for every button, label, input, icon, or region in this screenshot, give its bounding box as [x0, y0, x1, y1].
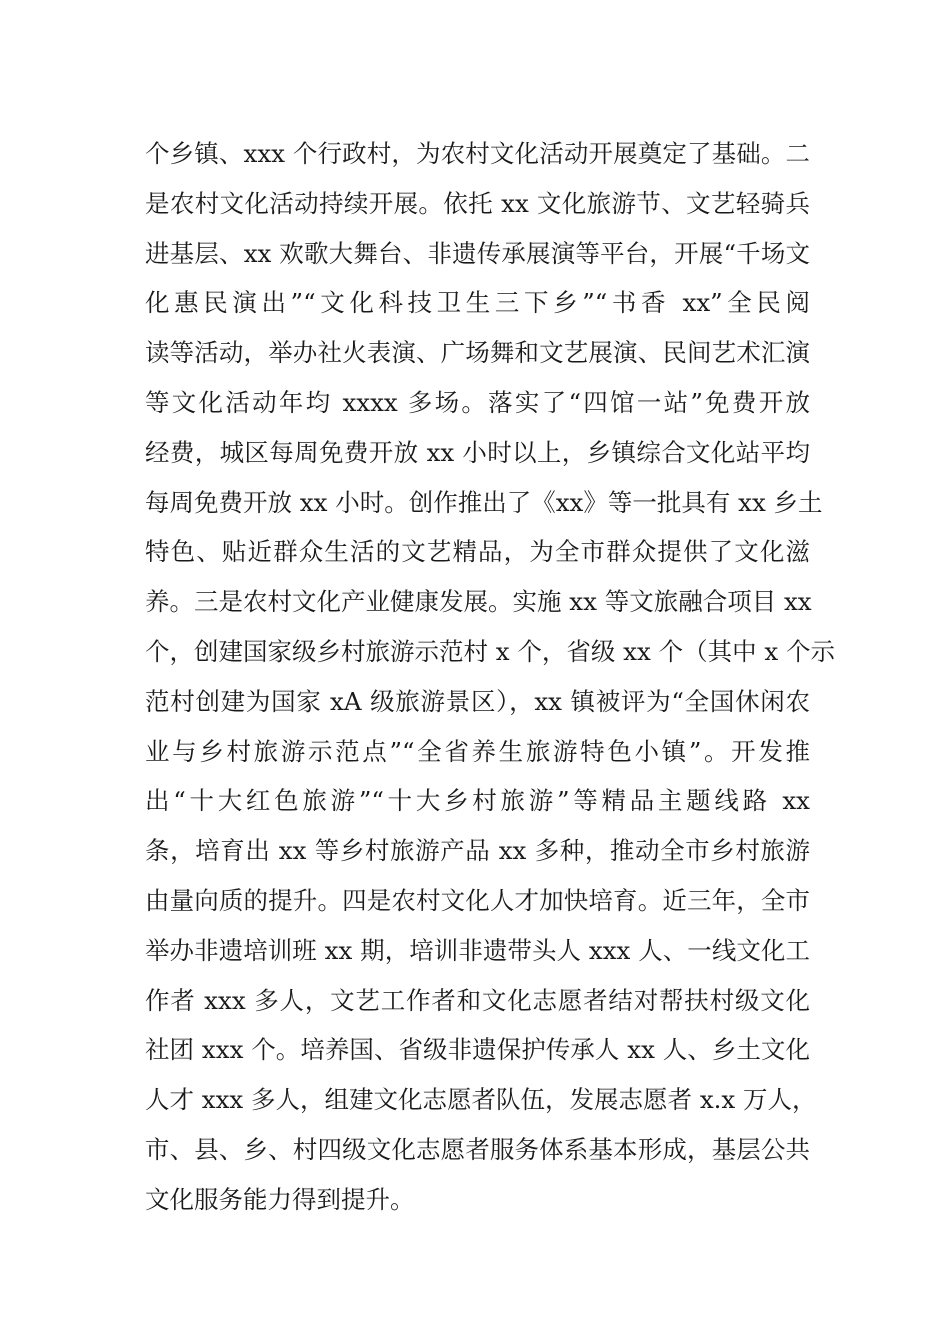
text-line: 读等活动，举办社火表演、广场舞和文艺展演、民间艺术汇演 [145, 338, 810, 368]
body-paragraph [145, 129, 835, 1225]
text-line: 特色、贴近群众生活的文艺精品，为全市群众提供了文化滋 [145, 537, 810, 567]
text-line: 出“十大红色旅游”“十大乡村旅游”等精品主题线路 xx [145, 786, 810, 816]
text-line: 业与乡村旅游示范点”“全省养生旅游特色小镇”。开发推 [145, 736, 810, 766]
text-line: 等文化活动年均 xxxx 多场。落实了“四馆一站”免费开放 [145, 387, 810, 417]
text-line: 个，创建国家级乡村旅游示范村 x 个，省级 xx 个（其中 x 个示 [145, 636, 835, 666]
text-line: 个乡镇、xxx 个行政村，为农村文化活动开展奠定了基础。二 [145, 139, 810, 168]
text-line: 作者 xxx 多人，文艺工作者和文化志愿者结对帮扶村级文化 [145, 985, 810, 1015]
text-line: 文化服务能力得到提升。 [145, 1184, 415, 1214]
text-line: 范村创建为国家 xA 级旅游景区），xx 镇被评为“全国休闲农 [145, 686, 810, 716]
text-line: 由量向质的提升。四是农村文化人才加快培育。近三年，全市 [145, 885, 810, 915]
text-line: 举办非遗培训班 xx 期，培训非遗带头人 xxx 人、一线文化工 [145, 935, 810, 965]
text-line: 人才 xxx 多人，组建文化志愿者队伍，发展志愿者 x.x 万人， [145, 1085, 817, 1115]
text-line: 化惠民演出”“文化科技卫生三下乡”“书香 xx”全民阅 [145, 288, 810, 318]
text-line: 市、县、乡、村四级文化志愿者服务体系基本形成，基层公共 [145, 1134, 810, 1164]
text-line: 是农村文化活动持续开展。依托 xx 文化旅游节、文艺轻骑兵 [145, 188, 810, 218]
text-line: 进基层、xx 欢歌大舞台、非遗传承展演等平台，开展“千场文 [145, 238, 810, 268]
text-line: 条，培育出 xx 等乡村旅游产品 xx 多种，推动全市乡村旅游 [145, 836, 810, 866]
text-line: 经费，城区每周免费开放 xx 小时以上，乡镇综合文化站平均 [145, 437, 810, 467]
text-line: 养。三是农村文化产业健康发展。实施 xx 等文旅融合项目 xx [145, 587, 812, 617]
text-line: 社团 xxx 个。培养国、省级非遗保护传承人 xx 人、乡土文化 [145, 1035, 810, 1065]
text-line: 每周免费开放 xx 小时。创作推出了《xx》等一批具有 xx 乡土 [145, 487, 823, 517]
